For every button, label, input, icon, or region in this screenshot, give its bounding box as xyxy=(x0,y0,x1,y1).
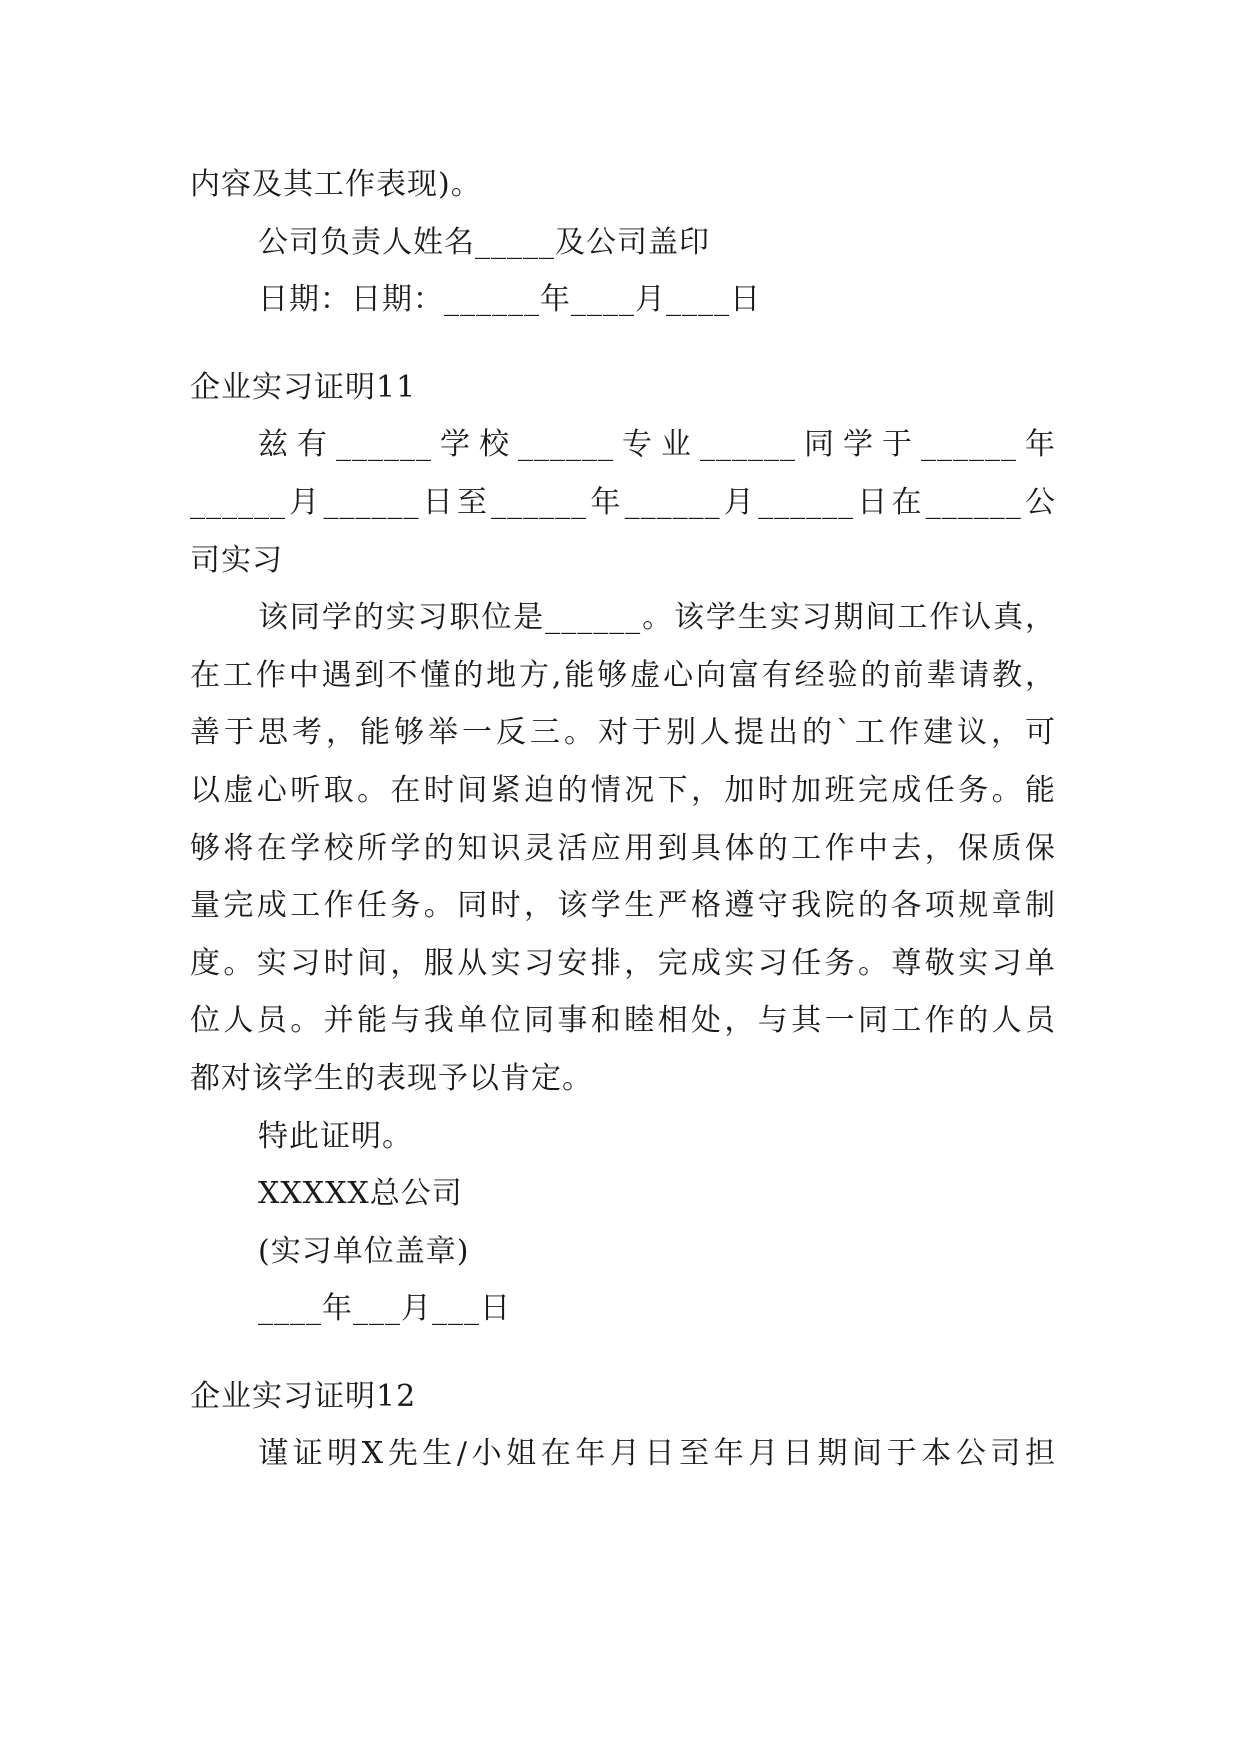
paragraph-line: 在工作中遇到不懂的地方,能够虚心向富有经验的前辈请教， xyxy=(190,657,1056,693)
closing-line: 特此证明。 xyxy=(258,1118,413,1154)
paragraph-line: 量完成工作任务。同时，该学生严格遵守我院的各项规章制 xyxy=(190,888,1056,924)
section-title-12: 企业实习证明12 xyxy=(190,1378,417,1414)
paragraph-line: 兹有______学校______专业______同学于______年 xyxy=(258,427,1056,463)
paragraph-line: 该同学的实习职位是______。该学生实习期间工作认真， xyxy=(258,600,1056,636)
section-title-11: 企业实习证明11 xyxy=(190,369,417,405)
company-name: XXXXX总公司 xyxy=(258,1176,463,1212)
paragraph-line: 以虚心听取。在时间紧迫的情况下，加时加班完成任务。能 xyxy=(190,772,1056,808)
paragraph-line: 都对该学生的表现予以肯定。 xyxy=(190,1060,593,1096)
paragraph-line: 位人员。并能与我单位同事和睦相处，与其一同工作的人员 xyxy=(190,1003,1056,1039)
signature-line: 公司负责人姓名_____及公司盖印 xyxy=(258,224,710,260)
paragraph-line: 谨证明X先生/小姐在年月日至年月日期间于本公司担 xyxy=(258,1436,1056,1472)
paragraph-line: ______月______日至______年______月______日在______公 xyxy=(190,484,1056,520)
seal-note: (实习单位盖章) xyxy=(258,1233,470,1269)
date-line: 日期：日期：______年____月____日 xyxy=(258,282,761,318)
paragraph-line: 够将在学校所学的知识灵活应用到具体的工作中去，保质保 xyxy=(190,830,1056,866)
date-line: ____年___月___日 xyxy=(258,1291,511,1327)
document-page xyxy=(190,156,1056,1483)
paragraph-line: 司实习 xyxy=(190,542,283,578)
paragraph-line: 善于思考，能够举一反三。对于别人提出的`工作建议，可 xyxy=(190,715,1056,751)
paragraph-line: 度。实习时间，服从实习安排，完成实习任务。尊敬实习单 xyxy=(190,945,1056,981)
paragraph-end: 内容及其工作表现)。 xyxy=(190,167,482,202)
